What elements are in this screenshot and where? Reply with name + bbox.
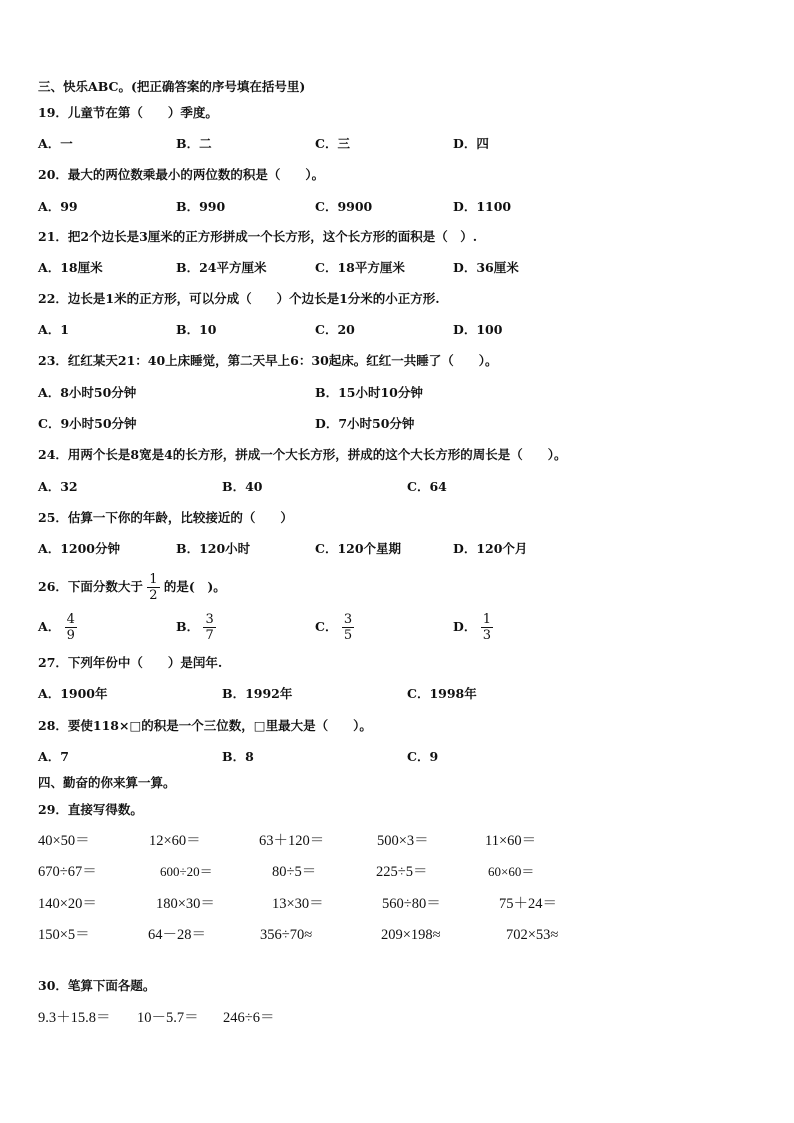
option-23-c[interactable]: C．9小时50分钟 xyxy=(38,416,137,431)
question-22: 22．边长是1米的正方形，可以分成（ ）个边长是1分米的小正方形. xyxy=(38,291,440,306)
fraction-denominator: 7 xyxy=(205,628,214,643)
calc-item: 225÷5＝ xyxy=(376,864,428,880)
written-calc-item: 9.3＋15.8＝ xyxy=(38,1010,111,1026)
calc-item: 180×30＝ xyxy=(156,896,215,912)
option-27-b[interactable]: B．1992年 xyxy=(222,686,293,701)
question-24: 24．用两个长是8宽是4的长方形，拼成一个大长方形，拼成的这个大长方形的周长是（ ）。 xyxy=(38,447,567,462)
question-21: 21．把2个边长是3厘米的正方形拼成一个长方形，这个长方形的面积是（ ）. xyxy=(38,229,478,244)
question-29-title: 29．直接写得数。 xyxy=(38,802,143,817)
question-26 xyxy=(38,570,226,604)
option-25-c[interactable]: C．120个星期 xyxy=(315,541,402,556)
question-30-title: 30．笔算下面各题。 xyxy=(38,978,156,993)
option-20-d[interactable]: D．1100 xyxy=(453,199,512,214)
option-21-a[interactable]: A．18厘米 xyxy=(38,260,103,275)
option-25-b[interactable]: B．120小时 xyxy=(176,541,251,556)
option-label: C． xyxy=(315,619,338,634)
fraction-denominator: 3 xyxy=(482,628,491,643)
option-label: D． xyxy=(453,619,477,634)
option-20-a[interactable]: A．99 xyxy=(38,199,78,214)
option-19-b[interactable]: B．二 xyxy=(176,136,212,151)
option-24-a[interactable]: A．32 xyxy=(38,479,78,494)
option-19-d[interactable]: D．四 xyxy=(453,136,489,151)
option-28-a[interactable]: A．7 xyxy=(38,749,69,764)
calc-item: 150×5＝ xyxy=(38,927,90,943)
option-21-c[interactable]: C．18平方厘米 xyxy=(315,260,405,275)
calc-item: 63＋120＝ xyxy=(259,833,325,849)
option-20-b[interactable]: B．990 xyxy=(176,199,226,214)
fraction-numerator: 1 xyxy=(482,612,491,627)
option-25-a[interactable]: A．1200分钟 xyxy=(38,541,120,556)
fraction-numerator: 3 xyxy=(205,612,214,627)
option-23-d[interactable]: D．7小时50分钟 xyxy=(315,416,415,431)
question-26-text-before: 26．下面分数大于 xyxy=(38,579,143,594)
option-22-d[interactable]: D．100 xyxy=(453,322,503,337)
option-20-c[interactable]: C．9900 xyxy=(315,199,373,214)
option-22-b[interactable]: B．10 xyxy=(176,322,217,337)
fraction-numerator: 1 xyxy=(149,572,158,587)
fraction-denominator: 9 xyxy=(66,628,75,643)
question-25: 25．估算一下你的年龄，比较接近的（ ） xyxy=(38,510,293,525)
option-26-d[interactable] xyxy=(453,610,493,644)
calc-item: 702×53≈ xyxy=(506,927,559,943)
calc-item: 64－28＝ xyxy=(148,927,206,943)
calc-item: 670÷67＝ xyxy=(38,864,97,880)
option-19-c[interactable]: C．三 xyxy=(315,136,350,151)
option-19-a[interactable]: A．一 xyxy=(38,136,73,151)
option-26-a[interactable] xyxy=(38,610,77,644)
calc-item: 60×60＝ xyxy=(488,864,535,879)
option-22-c[interactable]: C．20 xyxy=(315,322,355,337)
option-label: B． xyxy=(176,619,200,634)
option-23-b[interactable]: B．15小时10分钟 xyxy=(315,385,423,400)
fraction-numerator: 3 xyxy=(343,612,353,627)
section-3-heading: 三、快乐ABC。(把正确答案的序号填在括号里) xyxy=(38,79,306,94)
question-19: 19．儿童节在第（ ）季度。 xyxy=(38,105,218,120)
option-21-d[interactable]: D．36厘米 xyxy=(453,260,519,275)
calc-item: 80÷5＝ xyxy=(272,864,317,880)
calc-item: 600÷20＝ xyxy=(160,864,213,879)
calc-item: 560÷80＝ xyxy=(382,896,441,912)
calc-item: 140×20＝ xyxy=(38,896,97,912)
question-23: 23．红红某天21：40上床睡觉，第二天早上6：30起床。红红一共睡了（ ）。 xyxy=(38,353,498,368)
fraction-denominator: 2 xyxy=(149,588,158,603)
written-calc-item: 246÷6＝ xyxy=(223,1010,275,1026)
option-28-b[interactable]: B．8 xyxy=(222,749,254,764)
option-23-a[interactable]: A．8小时50分钟 xyxy=(38,385,137,400)
fraction-one-half xyxy=(147,572,159,603)
option-24-b[interactable]: B．40 xyxy=(222,479,263,494)
option-27-c[interactable]: C．1998年 xyxy=(407,686,477,701)
option-fraction xyxy=(203,612,215,643)
question-26-text-after: 的是( )。 xyxy=(163,579,226,594)
option-25-d[interactable]: D．120个月 xyxy=(453,541,528,556)
fraction-numerator: 4 xyxy=(66,612,75,627)
calc-item: 13×30＝ xyxy=(272,896,324,912)
written-calc-item: 10－5.7＝ xyxy=(137,1010,199,1026)
option-21-b[interactable]: B．24平方厘米 xyxy=(176,260,267,275)
question-27: 27．下列年份中（ ）是闰年. xyxy=(38,655,223,670)
option-28-c[interactable]: C．9 xyxy=(407,749,439,764)
option-fraction xyxy=(342,612,354,643)
calc-item: 75＋24＝ xyxy=(499,896,557,912)
option-fraction xyxy=(481,612,493,643)
option-26-c[interactable] xyxy=(315,610,354,644)
calc-item: 500×3＝ xyxy=(377,833,429,849)
question-28: 28．要使118×□的积是一个三位数，□里最大是（ ）。 xyxy=(38,718,372,733)
option-label: A． xyxy=(38,619,61,634)
calc-item: 40×50＝ xyxy=(38,833,90,849)
calc-item: 12×60＝ xyxy=(149,833,201,849)
section-4-heading: 四、勤奋的你来算一算。 xyxy=(38,775,176,790)
fraction-denominator: 5 xyxy=(343,628,353,643)
option-27-a[interactable]: A．1900年 xyxy=(38,686,108,701)
option-24-c[interactable]: C．64 xyxy=(407,479,447,494)
calc-item: 209×198≈ xyxy=(381,927,441,943)
question-20: 20．最大的两位数乘最小的两位数的积是（ ）。 xyxy=(38,167,325,182)
calc-item: 356÷70≈ xyxy=(260,927,313,943)
option-26-b[interactable] xyxy=(176,610,216,644)
calc-item: 11×60＝ xyxy=(485,833,537,849)
option-22-a[interactable]: A．1 xyxy=(38,322,69,337)
option-fraction xyxy=(65,612,77,643)
